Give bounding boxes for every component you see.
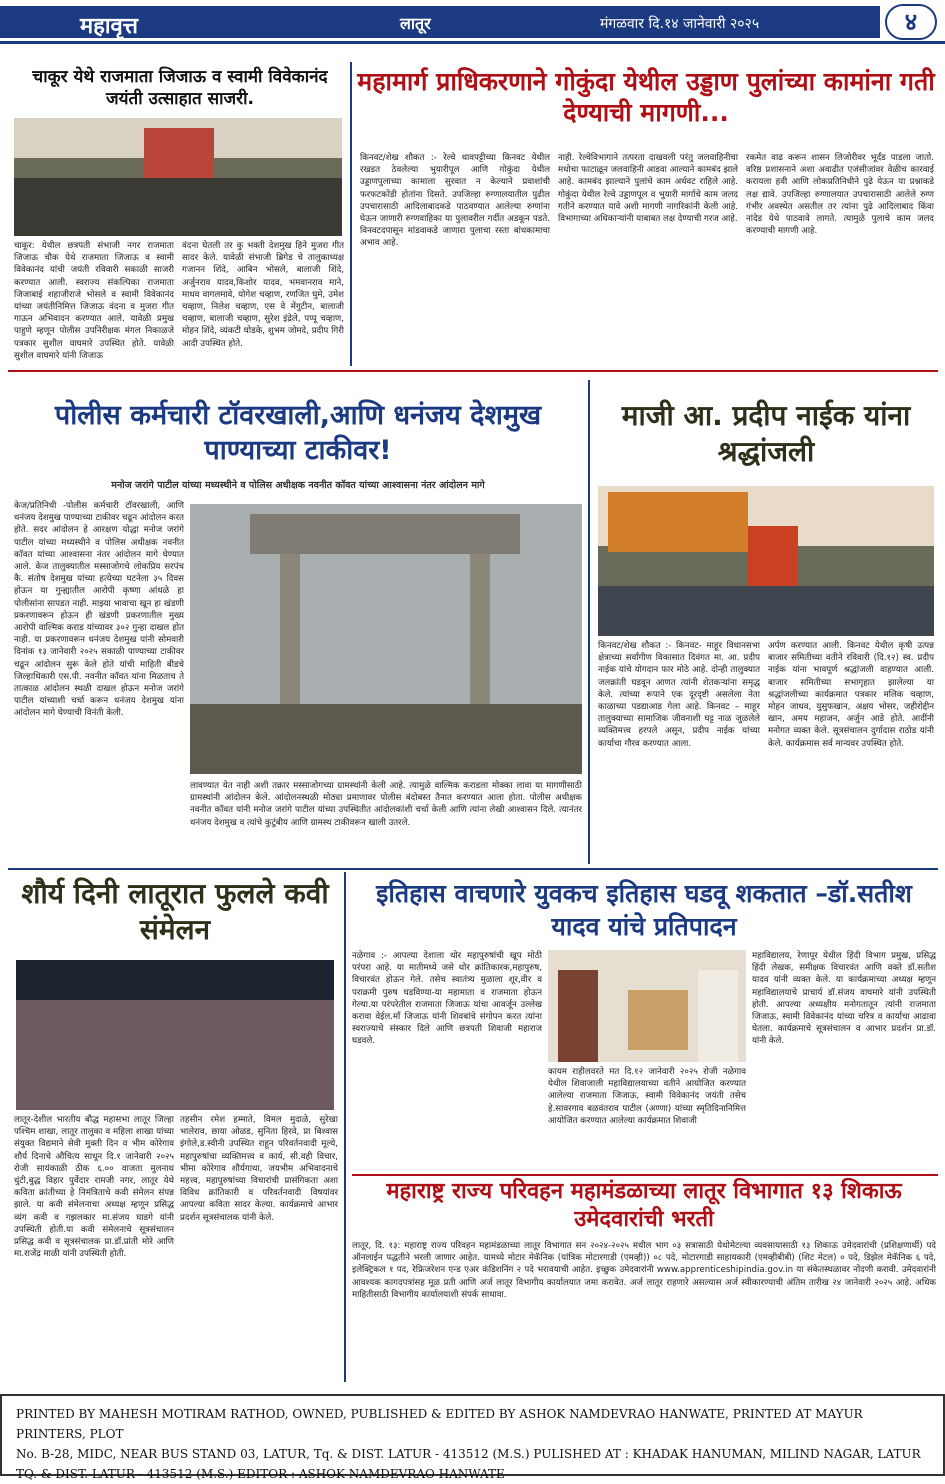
story2-headline: महामार्ग प्राधिकरणाने गोकुंदा येथील उड्डाण पुलांच्या कामांना गती देण्याची मागणी... — [357, 67, 935, 128]
story3-headline: पोलीस कर्मचारी टॉवरखाली,आणि धनंजय देशमुख पाण्याच्या टाकीवर! — [54, 400, 542, 467]
story6-body-col2: कायम राहीलवरते मत दि.१२ जानेवारी २०२५ रोजी नळेगाव येथील शिवाजाली महाविद्यालयाच्या वतीने आयोजित करण्यात आलेल्या राजमाता जिजाऊ, स्वामी विवेकानंद जयंती तसेच हे.सावरगाव बळवंतराव पाटील (अण्णा) यांच्या स्मृतिदिनानिमित्त आयोजित करण्यात आलेल्या कार्यक्रमात शिवाजी — [548, 1067, 746, 1126]
story5-photo — [16, 960, 334, 1110]
imprint-line-2: No. B-28, MIDC, NEAR BUS STAND 03, LATUR, Tq. & DIST. LATUR - 413512 (M.S.) PULISHED AT : KHADAK HANUMAN, MILIND NAGAR, LATUR — [16, 1447, 921, 1461]
story4-body-col1: किनवट/शेख शौकत :- किनवट- माहूर विधानसभा क्षेत्राच्या सर्वांगीण विकासात दिवंगत मा. आ. प्रदीप नाईक यांचे योगदान फार मोठे आहे. दोन्ही तालुक्यात जलक्रांती घडवून आणत त्यांनी शेतकऱ्यांना समृद्ध केले. त्यांच्या रूपाने एक दूरदृष्टी असलेला नेता काळाच्या पडद्याआड गेला आहे. किनवट – माहूर तालुक्याच्या सामाजिक जीवनाशी घट्ट नाळ जुळलेले व्यक्तिमत्त्व हरपले असून, प्रदीप नाईक यांच्या कार्याचा गौरव करण्यात आला. — [598, 641, 760, 749]
story1-photo — [14, 118, 342, 236]
story6-body-col3: महाविद्यालय, रेणापूर येथील हिंदी विभाग प्रमुख, प्रसिद्ध हिंदी लेखक, समीक्षक विचारवंत आणि वक्ते डॉ.सतीश यादव यांनी व्यक्त केले. या कार्यक्रमाच्या अध्यक्ष म्हणून महाविद्यालयाचे प्राचार्य डॉ.संजय वाघमारे यांनी उपस्थिती होती. आपल्या अध्यक्षीय मनोगतातून त्यांनी राजमाता जिजाऊ, स्वामी विवेकानंद यांच्या चरित्र व कार्याचा आढावा घेतला. कार्यक्रमाचे सूत्रसंचालन व आभार प्रदर्शन प्रा.डॉ. यांनी केले. — [752, 951, 936, 1047]
imprint-line-3: TQ. & DIST. LATUR - 413512 (M.S.) EDITOR : ASHOK NAMDEVRAO HANWATE — [16, 1467, 505, 1481]
column-divider — [588, 380, 590, 864]
story1-body-col1: चाकूर: येथील छत्रपती संभाजी नगर राजमाता जिजाऊ चौक येथे राजमाता जिजाऊ व स्वामी विवेकानंद यांची जयंती रविवारी सकाळी साजरी करण्यात आली. स्वराज्य संकल्पिका राजमाता जिजाबाई शहाजीराजे भोसले व स्वामी विवेकानंद यांच्या जयंतीनिमित्त जिजाऊ वंदना व मुजरा गीत गाऊन अभिवादन करण्यात आले. यावेळी प्रमुख पाहुणे म्हणून पोलीस उपनिरीक्षक मंगल निकाळजे पत्रकार सुशील वाघमारे उपस्थित होते. यावेळी सुशील वाघमारे यांनी जिजाऊ — [14, 241, 174, 361]
story2-body-col3: रकमेत वाढ करून शासन लिजोरीवर भूर्दंड पाडला जातो. वरिष्ठ प्रशासनाने अशा अवाढीत एजंसीजांवर वेळीच कारवाई करायला हवी आणि लोकप्रतिनिधीने पुढे येऊन या प्रश्नाकडे लक्ष द्यावे. उपजिल्हा रुग्णालयात उपचारासाठी आलेले रुग्ण गंभीर अवस्थेत असतील तर त्यांना पुढे आदिलाबाद किंवा नांदेड येथे पाठवावे लागते. त्यामुळे पुलाचे काम जलद करण्याची मागणी आहे. — [746, 153, 934, 237]
imprint-footer — [0, 1394, 945, 1481]
story7-body: लातूर, दि. १३: महाराष्ट्र राज्य परिवहन महामंडळाच्या लातूर विभागात सन २०२४-२०२५ मधील भाग ०३ सत्रासाठी येथोमेटल्या व्यवसायासाठी १३ शिकाऊ उमेदवारांची (प्रशिक्षणार्थी) पदे ऑनलाईन पद्धतीने भरली जाणार आहेत. यामध्ये मोटार मेकॅनिक (यांत्रिक मोटारगाडी (एमव्ही)) ०८ पदे, मोटारगाडी साहायकारी (एमव्हीबीबी) (शिट मेटल) ० पदे, डिझेल मेकॅनिक ६ पदे, इलेक्ट्रिकल १ पद, रेफ्रिजरेशन एन्ड एअर कंडिशनिंग २ पदे भरावयाची आहेत. इच्छुक उमेदवारांनी www.apprenticeshipindia.gov.in या संकेतस्थळावर नोंदणी करावी. उमेदवारांनी आवश्यक कागदपत्रांसह मूळ प्रती आणि अर्ज लातूर विभागीय कार्यालयात जमा करावेत. अर्ज लातूर राहणारे असल्यास अर्ज स्वीकारण्याची अंतिम तारीख २४ जानेवारी २०२५ आहे. अधिक माहितीसाठी विभागीय कार्यालयाशी संपर्क साधावा. — [352, 1241, 936, 1300]
story2-body-col2: नाही. रेल्वेविभागाने तत्परता दाखवली परंतु जलवाहिनीचा मधोचा फाटाळून जलवाहिनी आडवा आल्याने कामबंद झाले आहे. कामबंद झाल्याने पुलांचे काम अर्धवट राहिले आहे. गोकुंदा येथील रेल्वे उड्डाणपूल व भुयारी मार्गाचे काम जलद गतीने करण्यात यावे अशी मागणी नागरिकांनी केली आहे. विभागाच्या अधिकाऱ्यांनी याबाबत लक्ष देण्याची गरज आहे. — [558, 153, 738, 225]
story4-photo — [598, 486, 934, 636]
story3-subheadline: मनोज जरांगे पाटील यांच्या मध्यस्थीने व पोलिस अधीक्षक नवनीत कॉवत यांच्या आश्वासना नंतर आंदोलन मागे — [111, 480, 485, 491]
story3-photo — [190, 504, 582, 774]
story2-body-col1: किनवट/शेख शौकत :- रेल्वे धावपट्टीच्या किनवट येथील रखडत ठेवलेल्या भुयारीपूल आणि गोकुंदा येथील उड्डाणपुलाच्या कामाला सुरवात न केल्याने प्रवाशांची फरफटकोंडी होतांना दिसते. उपजिल्हा रुग्णालयातील पुढील उपचारासाठी आदिलाबादकडे पाठवण्यात आलेल्या रुग्णांना घेऊन जाणारी रुग्णवाहिका या पुलावरील गर्दीत अडकून पडते. विनवटदपासून मांडवाकडे जाणारा पुलाचा रस्ता बांधकामाचा अभाव आहे. — [360, 153, 550, 249]
story4-headline: माजी आ. प्रदीप नाईक यांना श्रद्धांजली — [621, 399, 911, 469]
story7-headline: महाराष्ट्र राज्य परिवहन महामंडळाच्या लातूर विभागात १३ शिकाऊ उमेदवारांची भरती — [386, 1179, 902, 1232]
story4-body-col2: अर्पण करण्यात आली. किनवट येथील कृषी उत्पन्न बाजार समितीच्या वतीने रविवारी (दि.१२) स्व. प्रदीप नाईक यांना भावपूर्ण श्रद्धांजली वाहण्यात आली. बाजार समितीच्या सभागृहात झालेल्या या श्रद्धांजलीच्या कार्यक्रमात पत्रकार मलिक चव्हाण, मोहन जाधव, युसुफखान, अक्षय भोसर, जहीरोद्दीन खान, अमय महाजन, अर्जुन आडे होते. आदींनी मनोगत व्यक्त केले. सूत्रसंचालन दुर्गादास राठोड यांनी केले. कार्यक्रमास सर्व मान्यवर उपस्थित होते. — [768, 641, 934, 749]
story6-body-col1: नळेगाव :- आपल्या देशाला थोर महापुरुषांची खूप मोठी परंपरा आहे. या मातीमध्ये जसे थोर क्रांतिकारक,महापुरुष, विचारवंत होऊन गेले. तसेच स्वातंत्र्य मुळाला शूर,वीर व पराक्रमी पुरुष घडविण्या-या महामाता व राजमाता होऊन गेल्या.या परंपरेतील राजमाता जिजाऊ यांचा आवर्जून उल्लेख करावा वेईल.माँ जिजाऊ यांनी शिवबांचे संगोपन करत त्यांना स्वराज्याचे संस्कार दिले आणि छत्रपती शिवाजी महाराज घडवले. — [352, 951, 542, 1047]
story5-body-col1: लातूर-देशील भारतीय बौद्ध महासभा लातूर जिल्हा पश्चिम शाखा, लातूर तालुका व महिला शाखा यांच्या संयुक्त विद्यमाने सेवी मुक्ती दिन व भीम कोरेगाव शौर्य दिनाचे औचित्य साधून दि.१ जानेवारी २०२५ रोजी सायंकाळी ठीक ६.०० वाजता मुलनाथ धुंटी,बुद्ध विहार पुर्वेदार रामजी नगर, लातूर येथे कविता क्रांतीच्या हे निमंत्रिताचे कवी संमेलन संपन्न झाले. या कवी संमेलनाचा अध्यक्ष म्हणून प्रसिद्ध व्यंग कवी व गझलकार मा.संजय घाडगे यांनी उपस्थिती होती.या कवी संमेलनाचे सूत्रसंचालन प्रसिद्ध कवी व सूत्रसंचालक प्रा.डॉ.प्रांती मोरे आणि मा.राजेंद्र माळी यांनी उपस्थिती होती. — [14, 1115, 174, 1260]
section-divider — [8, 868, 938, 870]
story3-body-col1: केज/प्रतिनिधी -पोलीस कर्मचारी टॉवरखाली, आणि धनंजय देशमुख पाण्याच्या टाकीवर चढून आंदोलन करत होते. सदर आंदोलन हे आरक्षण योद्धा मनोज जरांगे पाटील यांच्या मध्यस्थीने व पोलिस अधीक्षक नवनीत कॉवत यांच्या आश्वासना नंतर आंदोलन मागे घेण्यात आले. केज तालुक्यातील मस्साजोगचे लोकप्रिय सरपंच कै. संतोष देशमुख यांच्या हत्येच्या घटनेला ३५ दिवस होऊन या गुन्ह्यातील आरोपी कृष्णा आंधळे हा पोलीसांना सापडत नाही. माझ्या भावाचा खून हा खंडणी प्रकरणावरून होऊन ही खंडणी प्रकरणातील मुख्य आरोपी वाल्मिक कराड यांच्यावर ३०२ गुन्हा दाखल होत नाही. या प्रकरणावरून धनंजय देशमुख यांनी सोमवारी दिनांक १३ जानेवारी २०२५ सकाळी पाण्याच्या टाकीवर चढून आंदोलन सुरू केले होते यांची माहिती बीडचे जिल्हाधिकारी एस.पी. नवनीत कॉवत यांना मिळताच ते तात्काळ आंदोलन स्थळी दाखल होऊन मनोज जरांगे पाटील यांच्याशी चर्चा करून धनंजय देशमुख यांना आंदोलन मागे घेण्याची विनंती केली. — [14, 501, 184, 719]
page-number: ४ — [885, 4, 937, 40]
column-divider — [350, 62, 352, 366]
story5-body-col2: तहसीन रमेश हम्माते, विमल मुदाळे, सुरेखा भालेराव, छाया ओळड, सुनिता हिरवे, प्रा बिश्वास इंगोले,ड.स्वीनी उपस्थित राहून परिवर्तनवादी मूल्ये, महापुरुषांचा व्यक्तिमत्त्व व कार्य, सी.वही विचार, भीमा कोरेगाव शौर्यगाथा, जयभीम अभिवादनाचे महत्त्व, महापुरुषांच्या विचारांची प्रासंगिकता अशा विविध क्रांतिकारी व परिवर्तनवादी विषयांवर आपल्या कविता सादर केल्या. कार्यक्रमाचे आभार प्रदर्शन सूत्रसंचालक यांनी केले. — [180, 1115, 338, 1223]
masthead-title: महावृत्त — [80, 13, 138, 39]
story3-body-col2: लावण्यात येत नाही अशी तक्रार मस्साजोगच्या ग्रामस्थांनी केली आहे. त्यामुळे वाल्मिक कराडला मोक्का लावा या मागणीसाठी ग्रामस्थांनी आंदोलन केले. आंदोलनस्थळी मोठ्या प्रमाणावर पोलीस बंदोबस्त तैनात करण्यात आला होता. पोलीस अधीक्षक नवनीत कॉवत यांनी मनोज जरांगे पाटील यांच्या उपस्थितीत आंदोलकांशी चर्चा केली आणि त्यांना लेखी आश्वासन दिले. त्यानंतर धनंजय देशमुख व त्यांचे कुटुंबीय आणि ग्रामस्थ टाकीवरून खाली उतरले. — [190, 781, 582, 828]
story6-headline: इतिहास वाचणारे युवकच इतिहास घडवू शकतात –डॉ.सतीश यादव यांचे प्रतिपादन — [376, 879, 912, 941]
imprint-line-1: PRINTED BY MAHESH MOTIRAM RATHOD, OWNED, PUBLISHED & EDITED BY ASHOK NAMDEVRAO HANWATE, PRINTED AT MAYUR PRINTERS, PLOT — [16, 1407, 863, 1441]
edition-city: लातूर — [400, 14, 431, 33]
story1-headline: चाकूर येथे राजमाता जिजाऊ व स्वामी विवेकानंद जयंती उत्साहात साजरी. — [32, 67, 328, 110]
issue-date: मंगळवार दि.१४ जानेवारी २०२५ — [600, 16, 760, 32]
story6-photo — [548, 950, 746, 1062]
column-divider — [344, 872, 346, 1382]
section-divider — [352, 1174, 938, 1176]
story1-body-col2: वंदना घेतली तर कु भक्ती देशमुख हिने मुजरा गीत सादर केले. यावेळी संभाजी ब्रिगेड चे तालुकाध्यक्ष गजानन शिंदे, आबिन भोसले, बालाजी शिंदे, अर्जुनराव यादव,किशोर यादव, भमवानराव माने, माधव वागलमावे, योगेश चव्हाण, रणजित घुमे, उमेश चव्हाण, निलेश चव्हाण, एस वे मेंगुटीन, बालाजी चव्हाण, बालाजी चव्हाण, सुरेश इंद्रेले, पप्पू चव्हाण, मोहन शिंदे, व्यंकटी घोडके, शुभम जोमदे, प्रदीप गिरी आदी उपस्थित होते. — [182, 241, 344, 349]
section-divider — [8, 370, 938, 372]
story5-headline: शौर्य दिनी लातूरात फुलले कवी संमेलन — [21, 877, 329, 947]
